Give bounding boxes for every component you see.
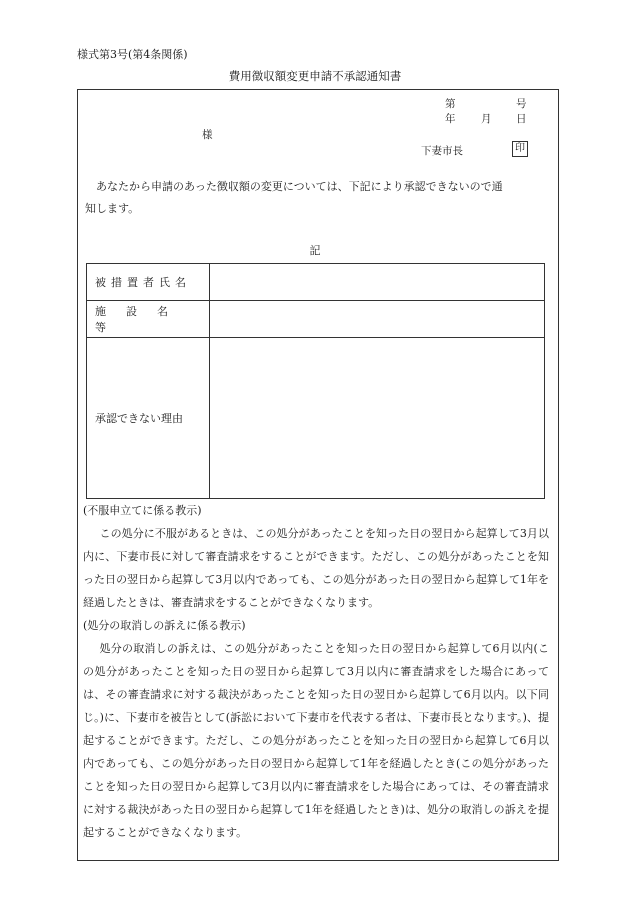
- appeal-notice: [83, 499, 549, 844]
- notice-paragraph-1: この処分に不服があるときは、この処分があったことを知った日の翌日から起算して3月以内に、下妻市長に対して審査請求をすることができます。ただし、この処分があったことを知った日の翌日から起算して3月以内であっても、この処分があった日の翌日から起算して1年を経過したときは、審査請求をすることができなくなります。: [83, 527, 549, 609]
- row-label-reason: [87, 338, 210, 499]
- issuer-name: 下妻市長: [421, 145, 463, 157]
- intro-line-2: 知します。: [85, 202, 140, 215]
- notice-heading-1: (不服申立てに係る教示): [83, 504, 202, 517]
- day-label: 日: [516, 113, 527, 125]
- notice-paragraph-2: 処分の取消しの訴えは、この処分があったことを知った日の翌日から起算して6月以内(この処分があったことを知った日の翌日から起算して3月以内に審査請求をした場合にあっては、その審査請求に対する裁決があったことを知った日の翌日から起算して6月以内。以下同じ。)に、下妻市を被告として(訴訟において下妻市を代表する者は、下妻市長となります。)、提起することができます。ただし、この処分があったことを知った日の翌日から起算して6月以内であっても、この処分があった日の翌日から起算して1年を経過したとき(この処分があったことを知った日の翌日から起算して3月以内に審査請求をした場合にあっては、その審査請求に対する裁決があった日の翌日から起算して1年を経過したとき)は、処分の取消しの訴えを提起することができなくなります。: [83, 642, 549, 839]
- value-cell-facility[interactable]: [210, 301, 545, 338]
- table-row: [87, 301, 545, 338]
- addressee-suffix: 様: [202, 129, 213, 141]
- row-label-person: [87, 264, 210, 301]
- records-table: [86, 263, 545, 499]
- value-cell-reason[interactable]: [210, 338, 545, 499]
- number-suffix: 号: [516, 98, 527, 110]
- form-number: 様式第3号(第4条関係): [77, 48, 188, 61]
- ki-heading: 記: [309, 244, 321, 257]
- seal-mark: 印: [512, 141, 528, 157]
- value-cell-person[interactable]: [210, 264, 545, 301]
- table-row: [87, 264, 545, 301]
- table-row: [87, 338, 545, 499]
- row-label-facility: [87, 301, 210, 338]
- document-title: 費用徴収額変更申請不承認通知書: [228, 69, 402, 83]
- row-label-text: 承認できない理由: [95, 412, 183, 425]
- notice-heading-2: (処分の取消しの訴えに係る教示): [83, 619, 246, 632]
- month-label: 月: [481, 113, 492, 125]
- year-label: 年: [445, 113, 456, 125]
- intro-line-1: あなたから申請のあった徴収額の変更については、下記により承認できないので通: [96, 180, 503, 193]
- row-label-text: 施設名等: [95, 305, 188, 334]
- intro-text: [85, 176, 547, 220]
- row-label-text: 被措置者氏名: [95, 276, 191, 289]
- number-label: 第: [445, 98, 456, 110]
